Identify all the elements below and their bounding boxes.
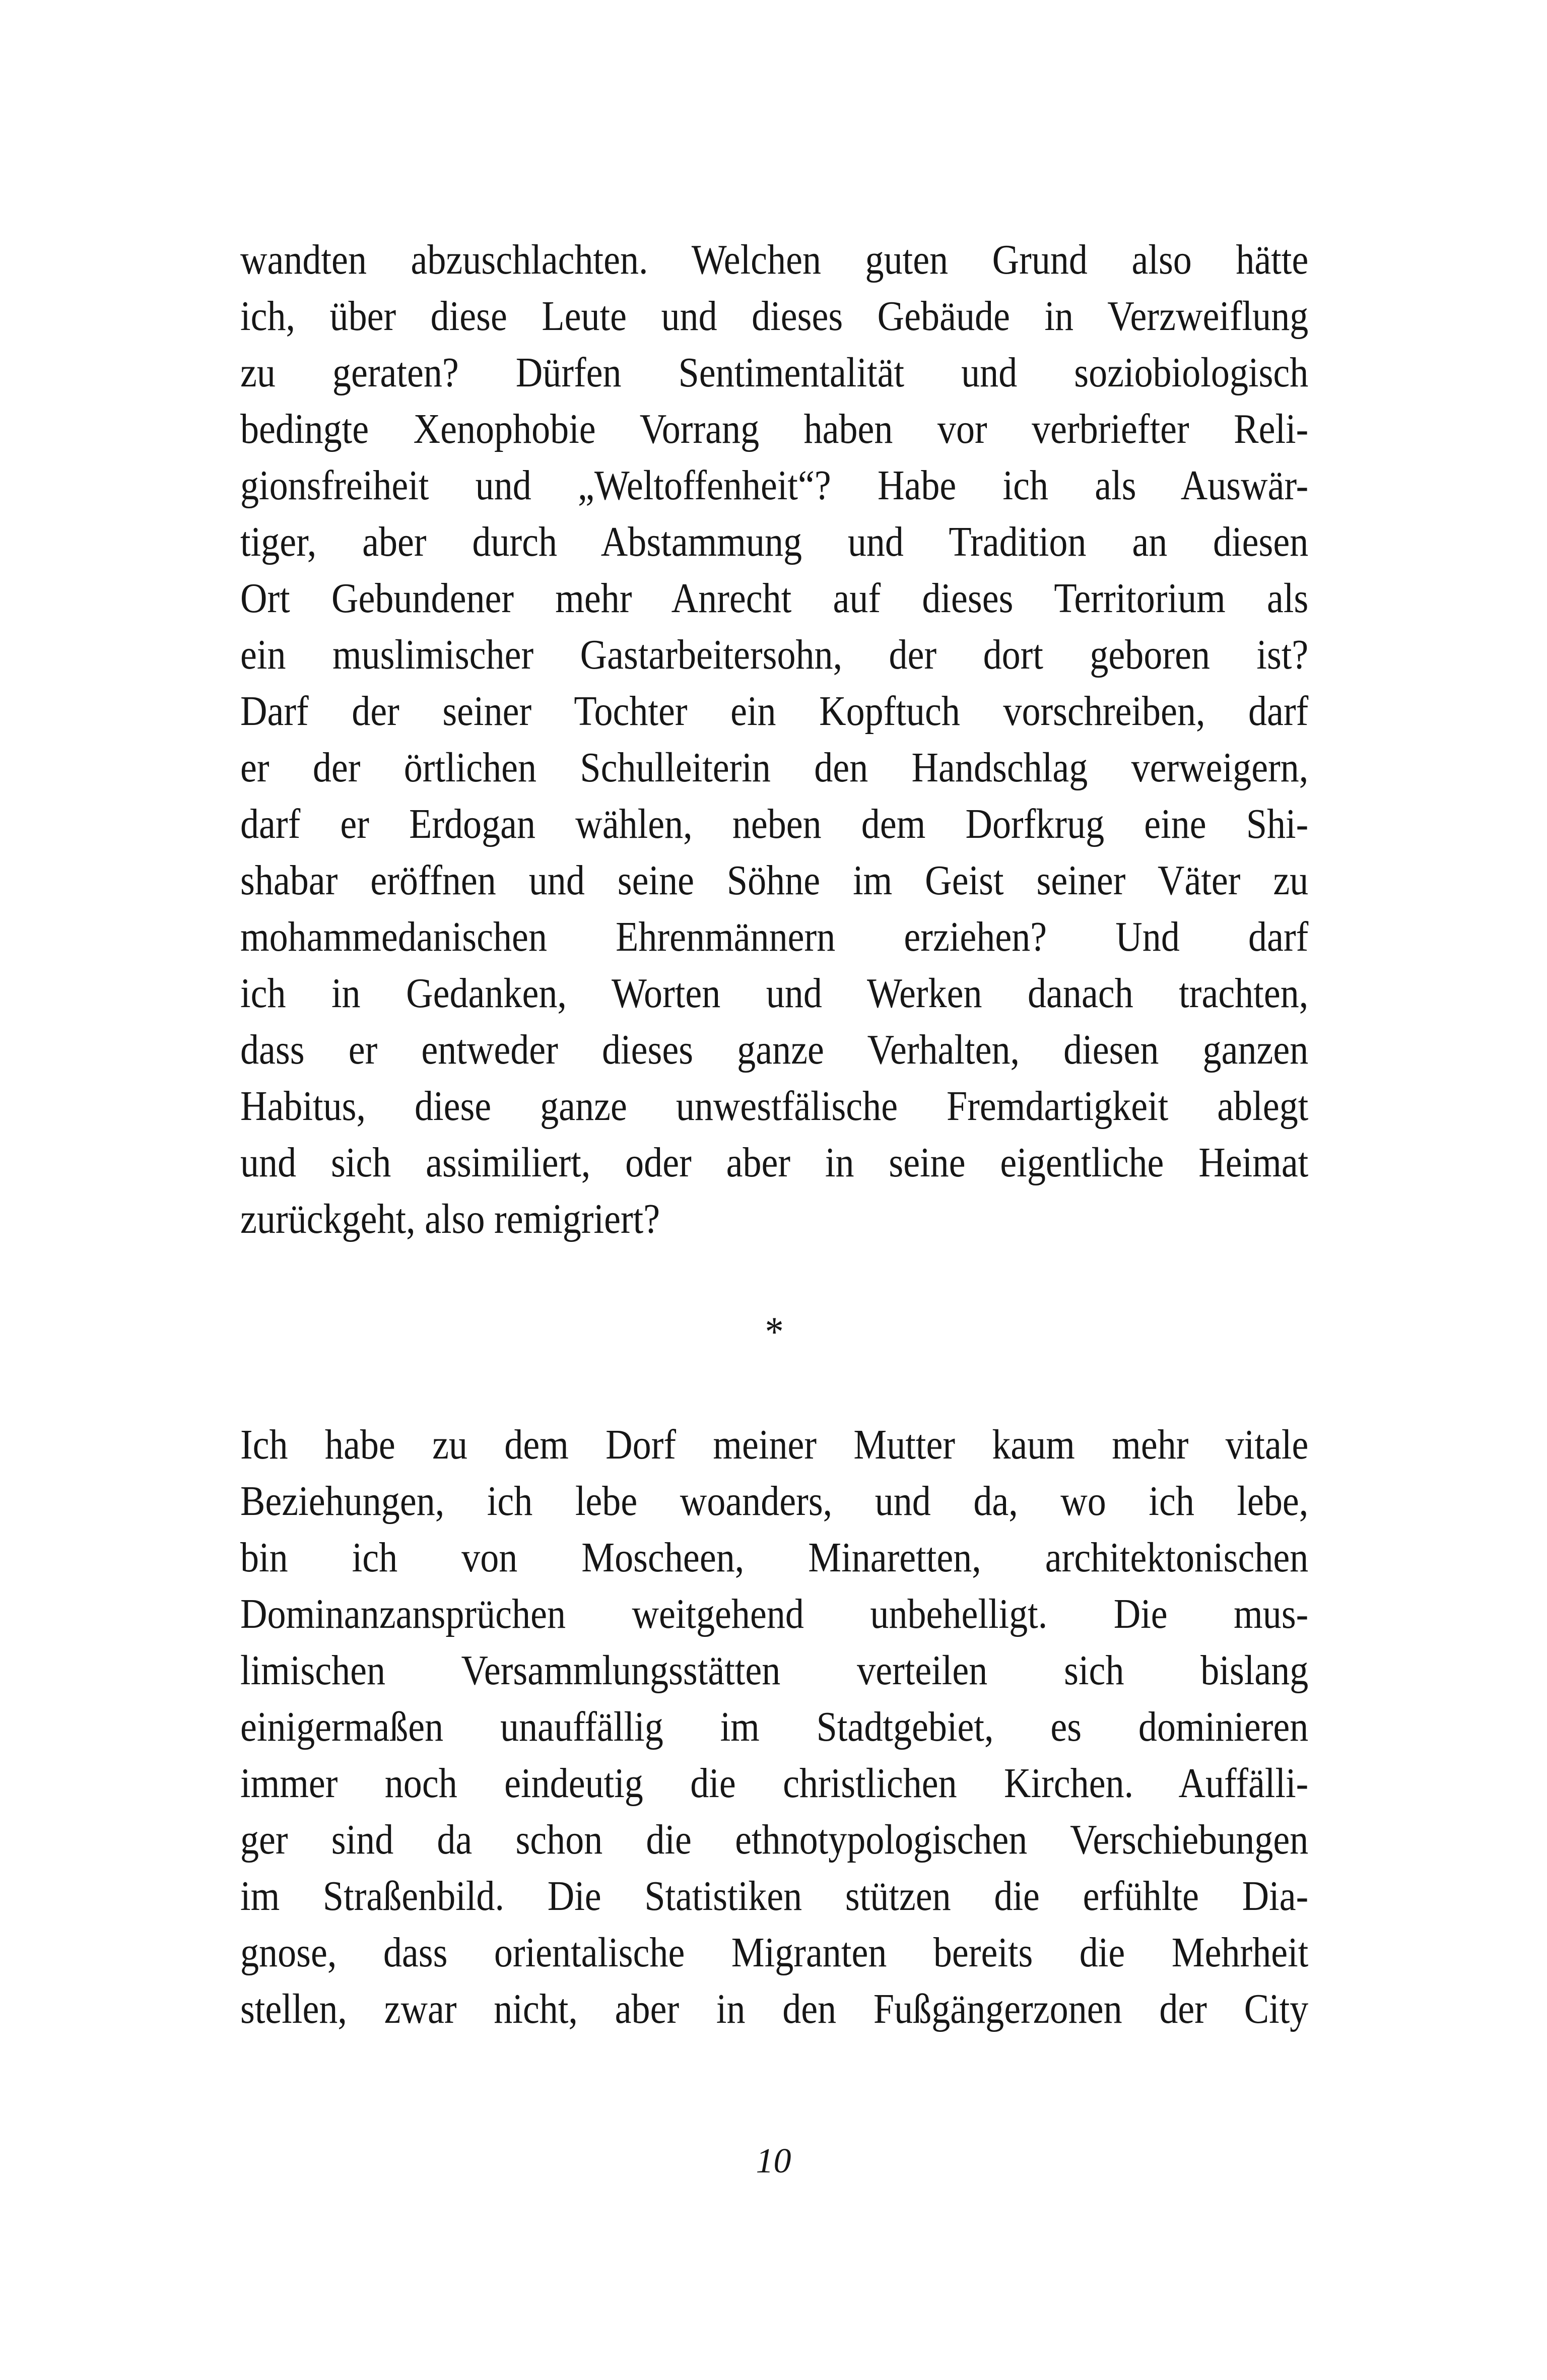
text-line: tiger, aber durch Abstammung und Tradition an diesen xyxy=(240,518,1309,565)
text-line: bedingte Xenophobie Vorrang haben vor verbriefter Reli- xyxy=(240,406,1309,452)
text-line: darf er Erdogan wählen, neben dem Dorfkrug eine Shi- xyxy=(240,801,1309,847)
text-line: ger sind da schon die ethnotypologischen Verschiebungen xyxy=(240,1816,1309,1863)
text-line: und sich assimiliert, oder aber in seine eigentliche Heimat xyxy=(240,1139,1309,1186)
text-line: Ort Gebundener mehr Anrecht auf dieses Territorium als xyxy=(240,575,1309,622)
section-separator-asterisk: * xyxy=(765,1308,784,1355)
text-line: Dominanzansprüchen weitgehend unbehelligt. Die mus- xyxy=(240,1591,1309,1637)
text-line: einigermaßen unauffällig im Stadtgebiet, es dominieren xyxy=(240,1703,1309,1750)
paragraph-1 xyxy=(240,232,1308,1247)
text-line: gnose, dass orientalische Migranten bereits die Mehrheit xyxy=(240,1929,1309,1976)
text-line: stellen, zwar nicht, aber in den Fußgängerzonen der City xyxy=(240,1986,1309,2032)
text-line: bin ich von Moscheen, Minaretten, architektonischen xyxy=(240,1534,1309,1581)
text-line: limischen Versammlungsstätten verteilen sich bislang xyxy=(240,1647,1309,1694)
text-line: Ich habe zu dem Dorf meiner Mutter kaum mehr vitale xyxy=(240,1421,1309,1468)
text-block xyxy=(240,232,1308,2037)
text-line: ich in Gedanken, Worten und Werken danach trachten, xyxy=(240,970,1309,1017)
text-line: zu geraten? Dürfen Sentimentalität und soziobiologisch xyxy=(240,349,1309,396)
text-line: wandten abzuschlachten. Welchen guten Grund also hätte xyxy=(240,236,1309,283)
text-line: Habitus, diese ganze unwestfälische Fremdartigkeit ablegt xyxy=(240,1083,1309,1130)
text-line: ich, über diese Leute und dieses Gebäude in Verzweiflung xyxy=(240,293,1309,340)
text-line: er der örtlichen Schulleiterin den Handschlag verweigern, xyxy=(240,744,1309,791)
text-line: immer noch eindeutig die christlichen Kirchen. Auffälli- xyxy=(240,1760,1309,1807)
text-line: dass er entweder dieses ganze Verhalten, diesen ganzen xyxy=(240,1026,1309,1073)
text-line: Darf der seiner Tochter ein Kopftuch vorschreiben, darf xyxy=(240,688,1309,735)
page-number: 10 xyxy=(756,2142,791,2180)
text-line: gionsfreiheit und „Weltoffenheit“? Habe ich als Auswär- xyxy=(240,462,1309,509)
text-line: mohammedanischen Ehrenmännern erziehen? Und darf xyxy=(240,913,1309,960)
text-line: shabar eröffnen und seine Söhne im Geist seiner Väter zu xyxy=(240,857,1309,904)
text-line: im Straßenbild. Die Statistiken stützen die erfühlte Dia- xyxy=(240,1873,1309,1920)
text-line: zurückgeht, also remigriert? xyxy=(240,1196,660,1242)
text-line: ein muslimischer Gastarbeitersohn, der dort geboren ist? xyxy=(240,631,1309,678)
paragraph-2 xyxy=(240,1417,1308,2037)
text-line: Beziehungen, ich lebe woanders, und da, wo ich lebe, xyxy=(240,1478,1309,1525)
